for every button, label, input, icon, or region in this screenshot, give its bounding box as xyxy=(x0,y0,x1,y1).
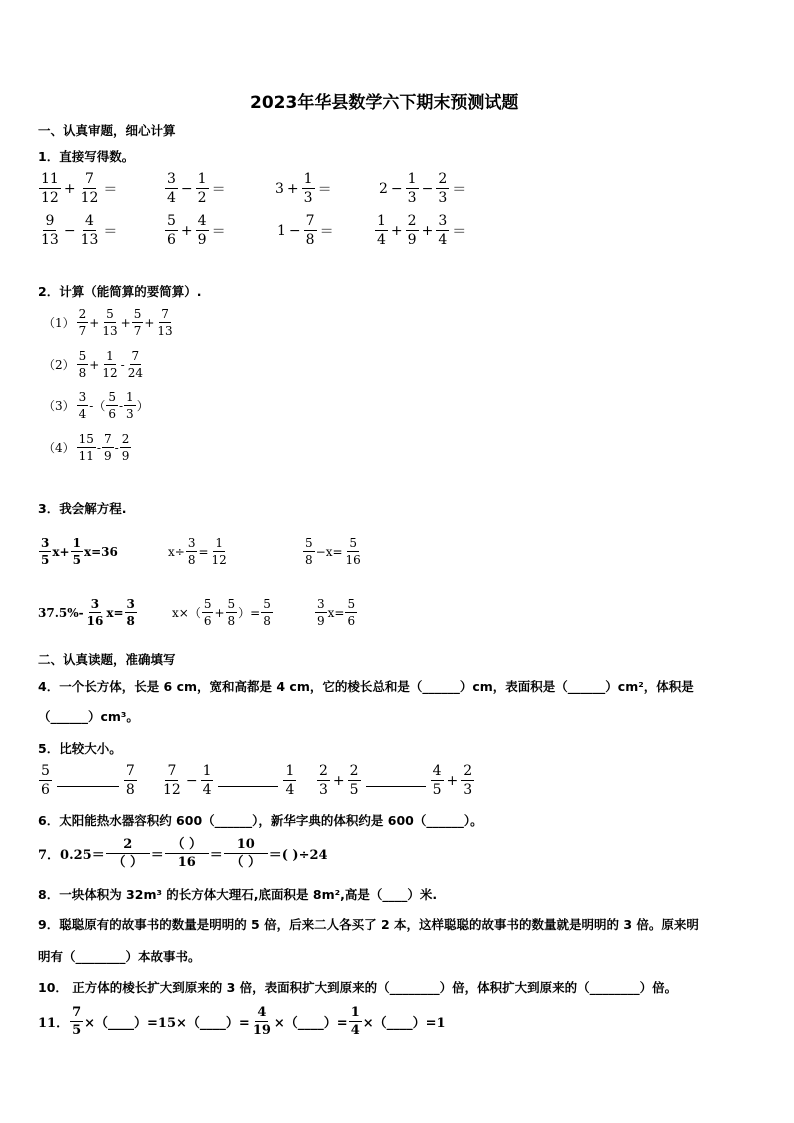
q1-item-2: $\frac{3}{4}$ − $\frac{1}{2}$ ＝ xyxy=(167,171,226,206)
question-2-label: 2．计算（能简算的要简算）. xyxy=(38,284,202,299)
q3-equation-4: 37.5%- $\frac{3}{16}$ x= $\frac{3}{8}$ xyxy=(38,597,135,628)
q5-compare-1: $\frac{5}{6}$ $\frac{7}{8}$ xyxy=(41,763,135,798)
q1-item-6: $\frac{5}{6}$ + $\frac{4}{9}$ ＝ xyxy=(167,213,226,248)
question-6: 6．太阳能热水器容积约 600（______），新华字典的体积约是 600（______）。 xyxy=(38,813,483,828)
q2-expression-3: （3） $\frac{3}{4}$ -（ $\frac{5}{6}$ - $\frac{1}{3}$ ） xyxy=(43,390,149,421)
q2-expression-1: （1） $\frac{2}{7}$ + $\frac{5}{13}$ + $\frac{5}{7}$ + $\frac{7}{13}$ xyxy=(43,307,173,338)
q1-item-5: $\frac{9}{13}$ − $\frac{4}{13}$ ＝ xyxy=(41,213,118,248)
q1-item-1: $\frac{11}{12}$ + $\frac{7}{12}$ ＝ xyxy=(41,171,118,206)
question-4-line-1: 4．一个长方体，长是 6 cm，宽和高都是 4 cm，它的棱长总和是（______）cm，表面积是（______）cm²，体积是 xyxy=(38,679,694,694)
question-8: 8．一块体积为 32m³ 的长方体大理石,底面积是 8m²,高是（____）米. xyxy=(38,887,438,902)
q5-compare-3: $\frac{2}{3}$ + $\frac{2}{5}$ $\frac{4}{5}$ + $\frac{2}{3}$ xyxy=(319,763,473,798)
q3-equation-3: $\frac{5}{8}$ −x= $\frac{5}{16}$ xyxy=(305,536,361,567)
q5-compare-2: $\frac{7}{12}$ − $\frac{1}{4}$ $\frac{1}{4}$ xyxy=(163,763,295,798)
compare-blank[interactable] xyxy=(218,774,278,787)
q1-item-3: 3 + $\frac{1}{3}$ ＝ xyxy=(275,171,332,206)
question-10: 10． 正方体的棱长扩大到原来的 3 倍，表面积扩大到原来的（________）倍，体积扩大到原来的（________）倍。 xyxy=(38,980,678,995)
q2-expression-4: （4） $\frac{15}{11}$ - $\frac{7}{9}$ - $\frac{2}{9}$ xyxy=(43,432,130,463)
q3-equation-1: $\frac{3}{5}$ x+ $\frac{1}{5}$ x=36 xyxy=(41,536,118,567)
q3-equation-5: x×（ $\frac{5}{6}$ + $\frac{5}{8}$ ）= $\frac{5}{8}$ xyxy=(172,597,271,628)
question-7: 7．0.25＝ $\frac{2}{( )}$ ＝ $\frac{( )}{16}$ ＝ $\frac{10}{( )}$ ＝( )÷24 xyxy=(38,837,328,870)
compare-blank[interactable] xyxy=(57,774,119,787)
question-3-label: 3．我会解方程. xyxy=(38,501,127,516)
question-4-line-2: （______）cm³。 xyxy=(38,709,139,724)
q3-equation-6: $\frac{3}{9}$ x= $\frac{5}{6}$ xyxy=(317,597,356,628)
question-11: 11． $\frac{7}{5}$ ×（____）=15×（____）= $\frac{4}{19}$ ×（____）= $\frac{1}{4}$ ×（____）=1 xyxy=(38,1005,446,1038)
question-1-label: 1．直接写得数。 xyxy=(38,149,135,164)
compare-blank[interactable] xyxy=(366,774,426,787)
q1-item-4: 2 − $\frac{1}{3}$ − $\frac{2}{3}$ ＝ xyxy=(379,171,467,206)
question-5-label: 5．比较大小。 xyxy=(38,741,122,756)
q1-item-7: 1 − $\frac{7}{8}$ ＝ xyxy=(277,213,334,248)
question-9-line-1: 9．聪聪原有的故事书的数量是明明的 5 倍，后来二人各买了 2 本，这样聪聪的故事书的数量就是明明的 3 倍。原来明 xyxy=(38,917,699,932)
q2-expression-2: （2） $\frac{5}{8}$ + $\frac{1}{12}$ - $\frac{7}{24}$ xyxy=(43,349,143,380)
q3-equation-2: x÷ $\frac{3}{8}$ = $\frac{1}{12}$ xyxy=(168,536,227,567)
page-title: 2023年华县数学六下期末预测试题 xyxy=(250,93,519,113)
section-heading-2: 二、认真读题，准确填写 xyxy=(38,652,176,667)
q1-item-8: $\frac{1}{4}$ + $\frac{2}{9}$ + $\frac{3}{4}$ ＝ xyxy=(377,213,467,248)
question-9-line-2: 明有（________）本故事书。 xyxy=(38,949,201,964)
section-heading-1: 一、认真审题，细心计算 xyxy=(38,123,176,138)
